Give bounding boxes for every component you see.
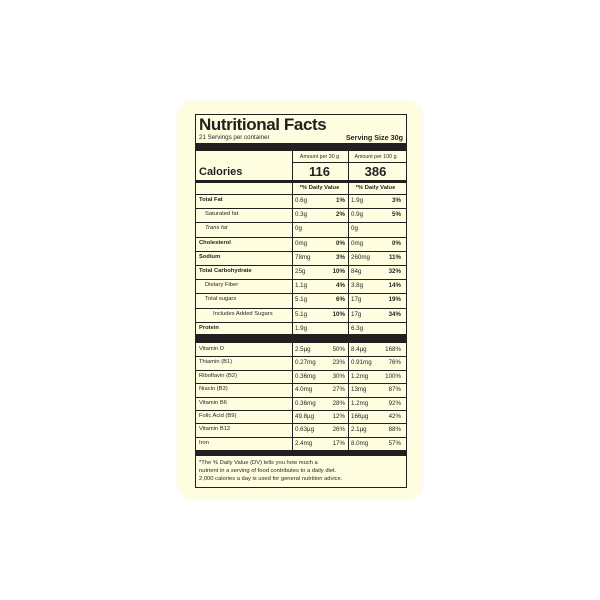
dv-per-100g: 0% <box>392 239 401 247</box>
amount-per-serving: 5.1g <box>295 296 308 304</box>
vitamin-name: Vitamin D <box>199 346 225 352</box>
amount-per-100g: 84g <box>351 268 362 275</box>
amount-per-serving: 25g <box>295 268 306 275</box>
nutrient-name: Total Fat <box>199 197 223 203</box>
row-rule <box>196 293 406 294</box>
amount-per-serving: 0.27mg <box>295 359 316 367</box>
amount-per-serving: 2.5µg <box>295 346 311 353</box>
row-rule <box>196 208 406 209</box>
amount-per-serving: 0.3g <box>295 211 308 219</box>
nutrient-name: Saturated fat <box>205 211 239 218</box>
label-title: Nutritional Facts <box>199 115 327 134</box>
amount-per-100g: 0mg <box>351 239 364 247</box>
amount-per-serving: 0.63µg <box>295 426 315 434</box>
dv-per-serving: 50% <box>332 346 345 353</box>
amount-per-100g: 1.2mg <box>351 372 369 380</box>
dv-per-serving: 28% <box>332 399 345 407</box>
header-per-100g: Amount per 100 g <box>354 154 397 160</box>
dv-per-100g: 168% <box>385 346 401 353</box>
divider-bar-calories <box>196 180 406 183</box>
row-rule <box>196 308 406 309</box>
row-rule <box>196 237 406 238</box>
divider-bar-top <box>196 143 406 151</box>
amount-per-serving: 78mg <box>295 253 311 261</box>
amount-per-serving: 0g <box>295 225 302 233</box>
vitamin-name: Niacin (B3) <box>199 386 228 393</box>
dv-per-100g: 14% <box>388 282 401 290</box>
row-rule <box>196 397 406 398</box>
amount-per-100g: 166µg <box>351 413 369 420</box>
amount-per-100g: 13mg <box>351 386 367 394</box>
dv-per-serving: 10% <box>332 268 345 275</box>
row-rule <box>196 222 406 223</box>
column-divider-1 <box>292 183 293 334</box>
dv-header-100g: *% Daily Value <box>355 185 396 191</box>
dv-per-serving: 3% <box>336 253 345 261</box>
servings-per-container: 21 Servings per container <box>199 134 270 141</box>
column-divider-2 <box>348 183 349 334</box>
dv-per-serving: 4% <box>336 282 345 290</box>
dv-per-100g: 3% <box>392 197 401 204</box>
vitamin-name: Riboflavin (B2) <box>199 372 238 379</box>
calories-per-100g: 386 <box>364 164 387 179</box>
amount-per-serving: 0.6g <box>295 197 308 204</box>
row-rule <box>196 370 406 371</box>
row-rule <box>196 410 406 411</box>
footnote-line-2: nutrient in a serving of food contributes to a daily diet. <box>199 468 337 474</box>
dv-per-serving: 0% <box>336 239 345 247</box>
row-rule <box>196 383 406 384</box>
dv-per-serving: 6% <box>336 296 345 304</box>
divider-bar-footnote <box>196 450 406 456</box>
dv-per-100g: 92% <box>388 399 401 407</box>
dv-per-100g: 11% <box>388 253 401 261</box>
amount-per-100g: 17g <box>351 296 362 304</box>
amount-per-100g: 2.1µg <box>351 426 367 434</box>
row-rule <box>196 356 406 357</box>
row-rule <box>196 279 406 280</box>
amount-per-serving: 1.1g <box>295 282 308 290</box>
column-divider-1 <box>292 343 293 450</box>
amount-per-100g: 1.2mg <box>351 399 369 407</box>
column-divider-1 <box>292 151 293 180</box>
vitamin-name: Iron <box>199 439 209 446</box>
row-rule <box>196 437 406 438</box>
row-rule <box>196 251 406 252</box>
nutrient-name: Cholesterol <box>199 239 231 246</box>
nutrition-facts-label <box>195 114 407 488</box>
dv-per-100g: 100% <box>385 372 401 380</box>
footnote-line-1: *The % Daily Value (DV) tells you how much a <box>199 460 318 466</box>
column-divider-2 <box>348 151 349 180</box>
amount-per-100g: 0.91mg <box>351 359 372 367</box>
amount-per-serving: 4.0mg <box>295 386 313 394</box>
calories-per-serving: 116 <box>309 164 330 179</box>
dv-per-100g: 42% <box>388 413 401 420</box>
column-divider-2 <box>348 343 349 450</box>
nutrient-name: Protein <box>199 324 219 331</box>
nutrient-name: Total sugars <box>205 296 237 303</box>
dv-per-100g: 32% <box>388 268 401 275</box>
row-rule <box>196 322 406 323</box>
dv-per-100g: 76% <box>388 359 401 367</box>
amount-per-serving: 2.4mg <box>295 439 313 447</box>
row-rule <box>196 423 406 424</box>
calories-label: Calories <box>199 166 243 178</box>
vitamin-name: Vitamin B6 <box>199 399 227 406</box>
amount-per-serving: 49.8µg <box>295 413 315 420</box>
amount-per-100g: 6.3g <box>351 324 364 332</box>
amount-per-serving: 0mg <box>295 239 308 247</box>
dv-per-serving: 10% <box>332 310 345 318</box>
row-rule <box>196 265 406 266</box>
dv-header-serving: *% Daily Value <box>299 185 340 191</box>
nutrient-name: Includes Added Sugars <box>213 310 273 317</box>
amount-per-100g: 8.4µg <box>351 346 367 353</box>
dv-per-serving: 2% <box>336 211 345 219</box>
dv-per-serving: 30% <box>332 372 345 380</box>
dv-per-serving: 27% <box>332 386 345 394</box>
serving-size: Serving Size 30g <box>345 133 403 142</box>
dv-per-serving: 1% <box>336 197 345 204</box>
footnote-line-3: 2,000 calories a day is used for general nutrition advice. <box>199 476 343 482</box>
amount-per-100g: 3.8g <box>351 282 364 290</box>
dv-per-serving: 26% <box>332 426 345 434</box>
nutrient-name: Trans fat <box>205 225 228 232</box>
nutrient-name: Sodium <box>199 253 221 260</box>
amount-per-100g: 260mg <box>351 253 370 261</box>
dv-per-100g: 57% <box>388 439 401 447</box>
amount-per-100g: 1.9g <box>351 197 364 204</box>
dv-per-100g: 34% <box>388 310 401 318</box>
amount-per-100g: 0g <box>351 225 358 233</box>
dv-per-serving: 17% <box>332 439 345 447</box>
dv-per-serving: 23% <box>332 359 345 367</box>
nutrient-name: Total Carbohydrate <box>199 268 252 274</box>
amount-per-serving: 0.36mg <box>295 372 316 380</box>
dv-per-serving: 12% <box>332 413 345 420</box>
nutrient-name: Dietary Fiber <box>205 282 239 289</box>
dv-per-100g: 5% <box>392 211 401 219</box>
rule <box>196 194 406 195</box>
amount-per-100g: 0.9g <box>351 211 364 219</box>
amount-per-100g: 17g <box>351 310 362 318</box>
divider-bar-vitamins <box>196 334 406 343</box>
dv-per-100g: 87% <box>388 386 401 394</box>
dv-per-100g: 19% <box>388 296 401 304</box>
amount-per-serving: 5.1g <box>295 310 308 318</box>
vitamin-name: Vitamin B12 <box>199 426 231 433</box>
vitamin-name: Thiamin (B1) <box>199 359 233 366</box>
vitamin-name: Folic Acid (B9) <box>199 413 237 419</box>
amount-per-serving: 0.36mg <box>295 399 316 407</box>
header-per-serving: Amount per 30 g <box>299 154 340 160</box>
dv-per-100g: 88% <box>388 426 401 434</box>
amount-per-100g: 8.0mg <box>351 439 369 447</box>
rule <box>292 162 406 163</box>
amount-per-serving: 1.9g <box>295 324 308 332</box>
